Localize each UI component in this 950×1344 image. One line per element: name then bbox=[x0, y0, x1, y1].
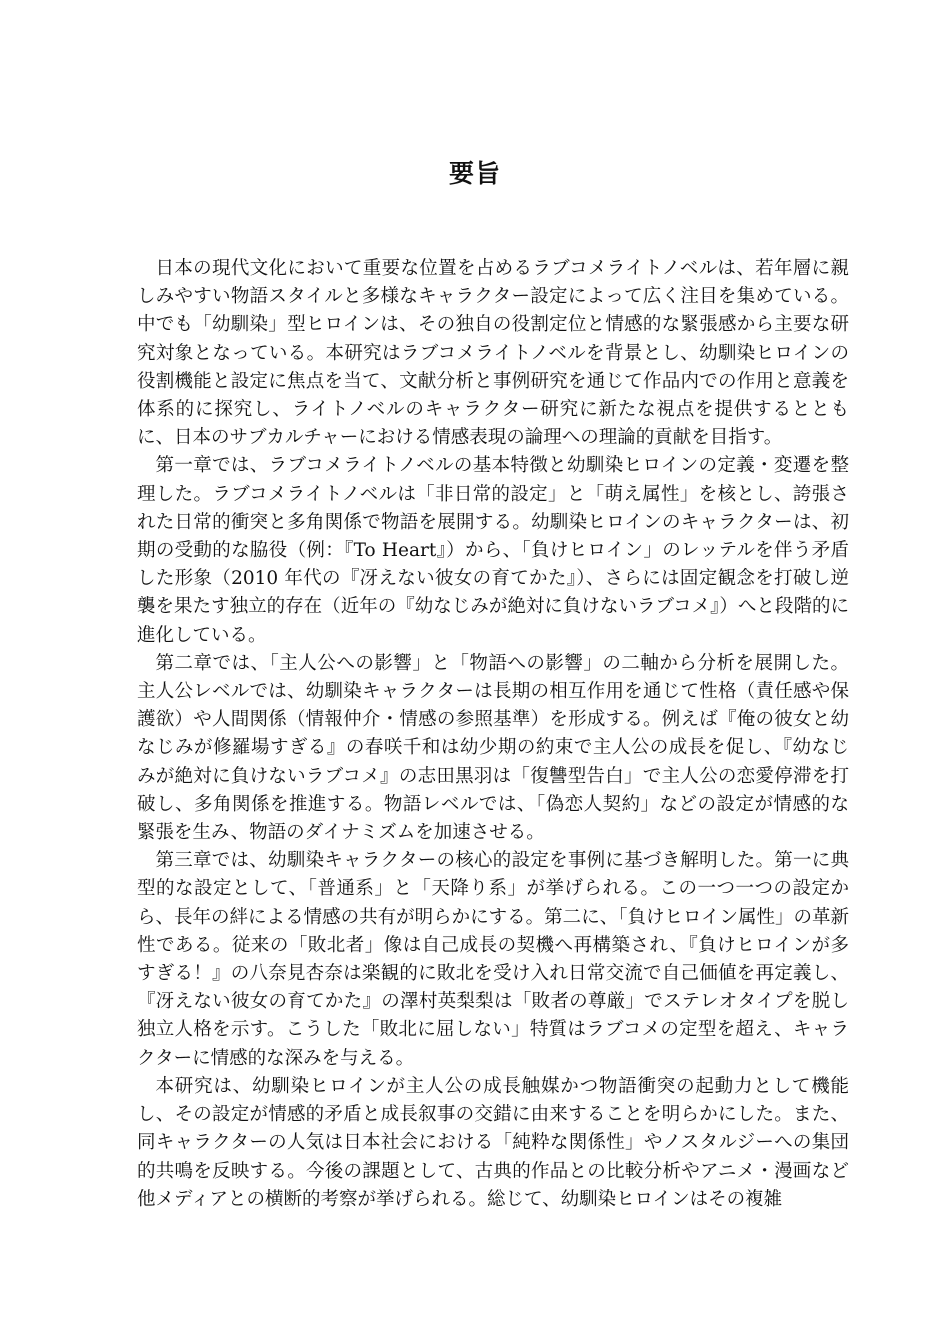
paragraph-chapter-2: 第二章では、「主人公への影響」と「物語への影響」の二軸から分析を展開した。主人公レベルでは、幼馴染キャラクターは長期の相互作用を通じて性格（責任感や保護欲）や人間関係（情報仲介・情感の参照基準）を形成する。例えば『俺の彼女と幼なじみが修羅場すぎる』の春咲千和は幼少期の約束で主人公の成長を促し、『幼なじみが絶対に負けないラブコメ』の志田黒羽は「復讐型告白」で主人公の恋愛停滞を打破し、多角関係を推進する。物語レベルでは、「偽恋人契約」などの設定が情感的な緊張を生み、物語のダイナミズムを加速させる。 bbox=[137, 652, 849, 844]
page-title: 要旨 bbox=[448, 159, 501, 188]
paragraph-intro: 日本の現代文化において重要な位置を占めるラブコメライトノベルは、若年層に親しみやすい物語スタイルと多様なキャラクター設定によって広く注目を集めている。中でも「幼馴染」型ヒロインは、その独自の役割定位と情感的な緊張感から主要な研究対象となっている。本研究はラブコメライトノベルを背景とし、幼馴染ヒロインの役割機能と設定に焦点を当て、文献分析と事例研究を通じて作品内での作用と意義を体系的に探究し、ライトノベルのキャラクター研究に新たな視点を提供するとともに、日本のサブカルチャーにおける情感表現の論理への理論的貢献を目指す。 bbox=[137, 258, 849, 449]
abstract-body bbox=[137, 255, 849, 1214]
paragraph-chapter-3: 第三章では、幼馴染キャラクターの核心的設定を事例に基づき解明した。第一に典型的な設定として、「普通系」と「天降り系」が挙げられる。この一つ一つの設定から、長年の絆による情感の共有が明らかにする。第二に、「負けヒロイン属性」の革新性である。従来の「敗北者」像は自己成長の契機へ再構築され、『負けヒロインが多すぎる！』の八奈見杏奈は楽観的に敗北を受け入れ日常交流で自己価値を再定義し、『冴えない彼女の育てかた』の澤村英梨梨は「敗者の尊厳」でステレオタイプを脱し独立人格を示す。こうした「敗北に屈しない」特質はラブコメの定型を超え、キャラクターに情感的な深みを与える。 bbox=[137, 850, 849, 1069]
paragraph-conclusion: 本研究は、幼馴染ヒロインが主人公の成長触媒かつ物語衝突の起動力として機能し、その設定が情感的矛盾と成長叙事の交錯に由来することを明らかにした。また、同キャラクターの人気は日本社会における「純粋な関係性」やノスタルジーへの集団的共鳴を反映する。今後の課題として、古典的作品との比較分析やアニメ・漫画など他メディアとの横断的考察が挙げられる。総じて、幼馴染ヒロインはその複雑 bbox=[137, 1075, 849, 1210]
paragraph-chapter-1: 第一章では、ラブコメライトノベルの基本特徴と幼馴染ヒロインの定義・変遷を整理した。ラブコメライトノベルは「非日常的設定」と「萌え属性」を核とし、誇張された日常的衝突と多角関係で物語を展開する。幼馴染ヒロインのキャラクターは、初期の受動的な脇役（例：『To Heart』）から、「負けヒロイン」のレッテルを伴う矛盾した形象（2010 年代の『冴えない彼女の育てかた』）、さらには固定観念を打破し逆襲を果たす独立的存在（近年の『幼なじみが絶対に負けないラブコメ』）へと段階的に進化している。 bbox=[137, 455, 849, 646]
